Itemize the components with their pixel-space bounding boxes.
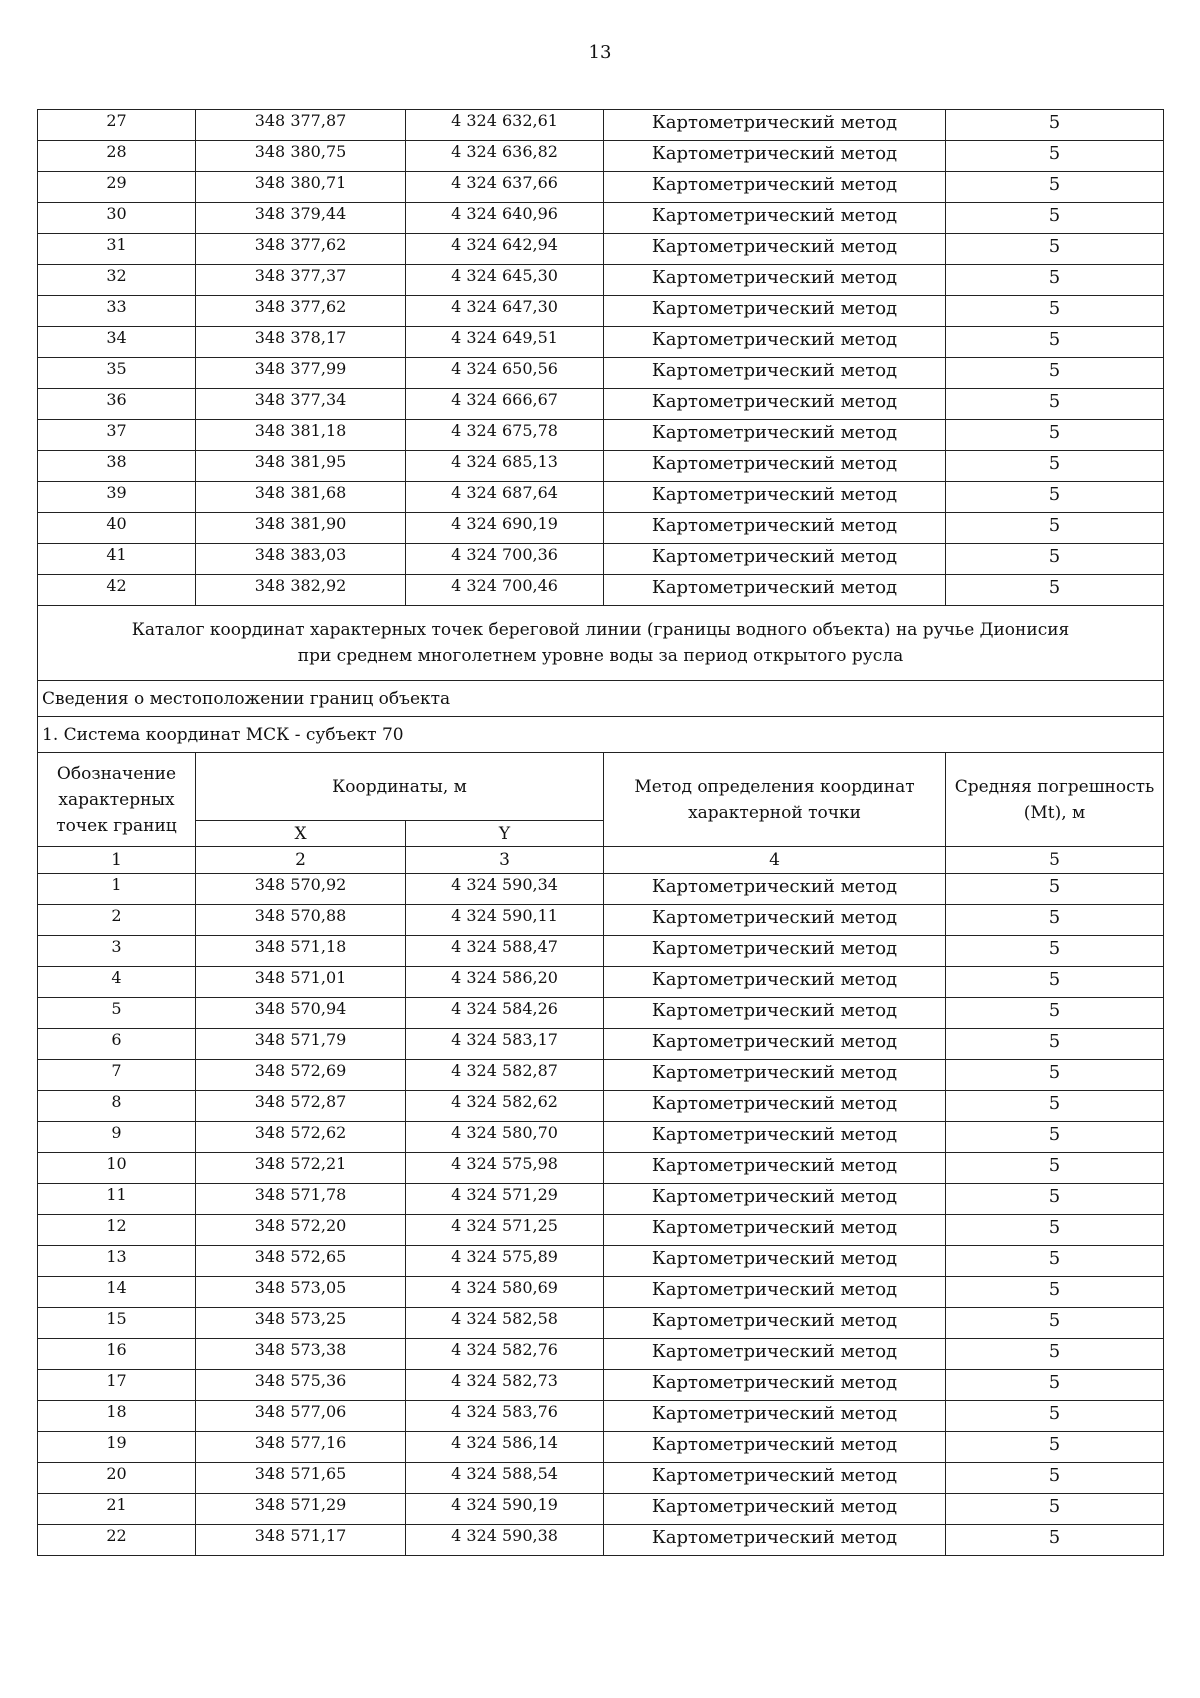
point-number: 32: [38, 265, 196, 296]
location-info: Сведения о местоположении границ объекта: [38, 681, 1164, 717]
method: Картометрический метод: [604, 1525, 946, 1556]
table-row: [38, 1277, 1164, 1308]
method: Картометрический метод: [604, 1060, 946, 1091]
catalog-title: [38, 606, 1164, 681]
method: Картометрический метод: [604, 1339, 946, 1370]
mean-error: 5: [946, 1029, 1164, 1060]
point-number: 12: [38, 1215, 196, 1246]
coord-y: 4 324 583,76: [406, 1401, 604, 1432]
mean-error: 5: [946, 1184, 1164, 1215]
coord-x: 348 379,44: [196, 203, 406, 234]
coord-y: 4 324 582,76: [406, 1339, 604, 1370]
coord-x: 348 571,18: [196, 936, 406, 967]
table-row: [38, 141, 1164, 172]
coordinate-system: 1. Система координат МСК - субъект 70: [38, 717, 1164, 753]
table-row: [38, 513, 1164, 544]
column-number: 3: [406, 847, 604, 874]
table-row: [38, 905, 1164, 936]
table-row: [38, 1060, 1164, 1091]
top-rows: [38, 110, 1164, 606]
method: Картометрический метод: [604, 575, 946, 606]
coord-y: 4 324 575,89: [406, 1246, 604, 1277]
coord-y: 4 324 647,30: [406, 296, 604, 327]
mean-error: 5: [946, 1246, 1164, 1277]
coord-y: 4 324 571,29: [406, 1184, 604, 1215]
method: Картометрический метод: [604, 265, 946, 296]
coord-x: 348 571,65: [196, 1463, 406, 1494]
point-number: 4: [38, 967, 196, 998]
table-row: [38, 420, 1164, 451]
method: Картометрический метод: [604, 936, 946, 967]
table-row: [38, 482, 1164, 513]
method: Картометрический метод: [604, 296, 946, 327]
coord-y: 4 324 582,62: [406, 1091, 604, 1122]
mean-error: 5: [946, 1122, 1164, 1153]
method: Картометрический метод: [604, 1370, 946, 1401]
coord-x: 348 380,71: [196, 172, 406, 203]
point-number: 21: [38, 1494, 196, 1525]
mean-error: 5: [946, 998, 1164, 1029]
method: Картометрический метод: [604, 482, 946, 513]
point-number: 22: [38, 1525, 196, 1556]
coord-y: 4 324 666,67: [406, 389, 604, 420]
coord-y: 4 324 588,47: [406, 936, 604, 967]
coord-x: 348 571,01: [196, 967, 406, 998]
mean-error: 5: [946, 1525, 1164, 1556]
coord-x: 348 571,17: [196, 1525, 406, 1556]
point-number: 13: [38, 1246, 196, 1277]
table-row: [38, 1401, 1164, 1432]
coord-y: 4 324 580,70: [406, 1122, 604, 1153]
coord-x: 348 575,36: [196, 1370, 406, 1401]
point-number: 14: [38, 1277, 196, 1308]
point-number: 1: [38, 874, 196, 905]
coord-y: 4 324 590,34: [406, 874, 604, 905]
method: Картометрический метод: [604, 1277, 946, 1308]
point-number: 11: [38, 1184, 196, 1215]
method: Картометрический метод: [604, 234, 946, 265]
mean-error: 5: [946, 358, 1164, 389]
table-row: [38, 296, 1164, 327]
method: Картометрический метод: [604, 1091, 946, 1122]
method: Картометрический метод: [604, 1432, 946, 1463]
method: Картометрический метод: [604, 1122, 946, 1153]
method: Картометрический метод: [604, 1401, 946, 1432]
header-error: Средняя погрешность (Mt), м: [946, 753, 1164, 847]
coord-y: 4 324 700,46: [406, 575, 604, 606]
table-row: [38, 110, 1164, 141]
catalog-section: [38, 606, 1164, 874]
point-number: 40: [38, 513, 196, 544]
bottom-rows: [38, 874, 1164, 1556]
mean-error: 5: [946, 1308, 1164, 1339]
coord-y: 4 324 586,14: [406, 1432, 604, 1463]
catalog-title-line1: Каталог координат характерных точек береговой линии (границы водного объекта) на ручье Дионисия: [131, 620, 1070, 640]
point-number: 2: [38, 905, 196, 936]
point-number: 39: [38, 482, 196, 513]
table-row: [38, 451, 1164, 482]
coord-x: 348 571,78: [196, 1184, 406, 1215]
mean-error: 5: [946, 1432, 1164, 1463]
coord-x: 348 571,29: [196, 1494, 406, 1525]
mean-error: 5: [946, 296, 1164, 327]
coord-x: 348 381,90: [196, 513, 406, 544]
method: Картометрический метод: [604, 110, 946, 141]
coord-x: 348 570,88: [196, 905, 406, 936]
table-row: [38, 1091, 1164, 1122]
coord-x: 348 573,05: [196, 1277, 406, 1308]
mean-error: 5: [946, 1339, 1164, 1370]
point-number: 7: [38, 1060, 196, 1091]
point-number: 10: [38, 1153, 196, 1184]
table-row: [38, 389, 1164, 420]
method: Картометрический метод: [604, 998, 946, 1029]
method: Картометрический метод: [604, 1463, 946, 1494]
method: Картометрический метод: [604, 420, 946, 451]
coord-x: 348 381,95: [196, 451, 406, 482]
mean-error: 5: [946, 967, 1164, 998]
coord-x: 348 377,62: [196, 296, 406, 327]
coord-y: 4 324 650,56: [406, 358, 604, 389]
point-number: 35: [38, 358, 196, 389]
table-row: [38, 1029, 1164, 1060]
coord-x: 348 378,17: [196, 327, 406, 358]
point-number: 34: [38, 327, 196, 358]
coord-x: 348 572,69: [196, 1060, 406, 1091]
coord-y: 4 324 586,20: [406, 967, 604, 998]
mean-error: 5: [946, 1060, 1164, 1091]
table-row: [38, 234, 1164, 265]
mean-error: 5: [946, 265, 1164, 296]
point-number: 28: [38, 141, 196, 172]
table-row: [38, 1494, 1164, 1525]
table-row: [38, 544, 1164, 575]
mean-error: 5: [946, 203, 1164, 234]
coord-x: 348 573,25: [196, 1308, 406, 1339]
coord-x: 348 572,21: [196, 1153, 406, 1184]
table-row: [38, 575, 1164, 606]
point-number: 31: [38, 234, 196, 265]
coord-y: 4 324 582,58: [406, 1308, 604, 1339]
table-row: [38, 1308, 1164, 1339]
mean-error: 5: [946, 874, 1164, 905]
coord-y: 4 324 636,82: [406, 141, 604, 172]
method: Картометрический метод: [604, 203, 946, 234]
coord-y: 4 324 640,96: [406, 203, 604, 234]
mean-error: 5: [946, 1215, 1164, 1246]
table-row: [38, 998, 1164, 1029]
header-y: Y: [406, 821, 604, 847]
page-number: 13: [588, 42, 612, 63]
point-number: 37: [38, 420, 196, 451]
table-row: [38, 1432, 1164, 1463]
mean-error: 5: [946, 905, 1164, 936]
table-row: [38, 1370, 1164, 1401]
table-row: [38, 1215, 1164, 1246]
point-number: 20: [38, 1463, 196, 1494]
point-number: 18: [38, 1401, 196, 1432]
mean-error: 5: [946, 482, 1164, 513]
mean-error: 5: [946, 110, 1164, 141]
coord-y: 4 324 675,78: [406, 420, 604, 451]
method: Картометрический метод: [604, 905, 946, 936]
header-designation: Обозначение характерных точек границ: [38, 753, 196, 847]
point-number: 6: [38, 1029, 196, 1060]
table-row: [38, 1246, 1164, 1277]
mean-error: 5: [946, 172, 1164, 203]
coord-x: 348 577,16: [196, 1432, 406, 1463]
coord-x: 348 572,20: [196, 1215, 406, 1246]
point-number: 17: [38, 1370, 196, 1401]
method: Картометрический метод: [604, 1494, 946, 1525]
method: Картометрический метод: [604, 1153, 946, 1184]
table-row: [38, 265, 1164, 296]
mean-error: 5: [946, 936, 1164, 967]
header-method: Метод определения координат характерной точки: [604, 753, 946, 847]
table-row: [38, 1525, 1164, 1556]
coord-y: 4 324 582,73: [406, 1370, 604, 1401]
mean-error: 5: [946, 1370, 1164, 1401]
coord-y: 4 324 645,30: [406, 265, 604, 296]
coord-y: 4 324 642,94: [406, 234, 604, 265]
coordinates-table: [37, 109, 1164, 1556]
mean-error: 5: [946, 1463, 1164, 1494]
coord-y: 4 324 588,54: [406, 1463, 604, 1494]
mean-error: 5: [946, 544, 1164, 575]
point-number: 27: [38, 110, 196, 141]
coord-y: 4 324 685,13: [406, 451, 604, 482]
mean-error: 5: [946, 420, 1164, 451]
point-number: 3: [38, 936, 196, 967]
method: Картометрический метод: [604, 1184, 946, 1215]
point-number: 9: [38, 1122, 196, 1153]
coord-y: 4 324 580,69: [406, 1277, 604, 1308]
point-number: 36: [38, 389, 196, 420]
coord-y: 4 324 590,19: [406, 1494, 604, 1525]
mean-error: 5: [946, 234, 1164, 265]
coord-x: 348 381,68: [196, 482, 406, 513]
coord-x: 348 577,06: [196, 1401, 406, 1432]
table-row: [38, 1122, 1164, 1153]
coord-x: 348 570,92: [196, 874, 406, 905]
header-coordinates: Координаты, м: [196, 753, 604, 821]
point-number: 33: [38, 296, 196, 327]
mean-error: 5: [946, 389, 1164, 420]
coord-y: 4 324 582,87: [406, 1060, 604, 1091]
table-row: [38, 936, 1164, 967]
method: Картометрический метод: [604, 874, 946, 905]
point-number: 42: [38, 575, 196, 606]
coord-x: 348 377,62: [196, 234, 406, 265]
table-row: [38, 1463, 1164, 1494]
coord-y: 4 324 649,51: [406, 327, 604, 358]
point-number: 15: [38, 1308, 196, 1339]
method: Картометрический метод: [604, 358, 946, 389]
catalog-title-line2: при среднем многолетнем уровне воды за период открытого русла: [297, 646, 904, 666]
coord-x: 348 377,87: [196, 110, 406, 141]
point-number: 19: [38, 1432, 196, 1463]
column-number: 2: [196, 847, 406, 874]
table-row: [38, 1339, 1164, 1370]
coord-y: 4 324 590,38: [406, 1525, 604, 1556]
header-x: X: [196, 821, 406, 847]
coord-y: 4 324 637,66: [406, 172, 604, 203]
method: Картометрический метод: [604, 451, 946, 482]
coord-y: 4 324 632,61: [406, 110, 604, 141]
coord-x: 348 571,79: [196, 1029, 406, 1060]
coord-y: 4 324 575,98: [406, 1153, 604, 1184]
coord-x: 348 572,87: [196, 1091, 406, 1122]
coord-x: 348 377,37: [196, 265, 406, 296]
coord-y: 4 324 584,26: [406, 998, 604, 1029]
coord-y: 4 324 687,64: [406, 482, 604, 513]
coord-x: 348 380,75: [196, 141, 406, 172]
mean-error: 5: [946, 327, 1164, 358]
table-row: [38, 172, 1164, 203]
coord-y: 4 324 583,17: [406, 1029, 604, 1060]
method: Картометрический метод: [604, 967, 946, 998]
coord-x: 348 377,99: [196, 358, 406, 389]
coord-x: 348 573,38: [196, 1339, 406, 1370]
method: Картометрический метод: [604, 1246, 946, 1277]
table-row: [38, 327, 1164, 358]
point-number: 8: [38, 1091, 196, 1122]
coord-y: 4 324 571,25: [406, 1215, 604, 1246]
point-number: 5: [38, 998, 196, 1029]
table-row: [38, 358, 1164, 389]
coord-y: 4 324 590,11: [406, 905, 604, 936]
coord-x: 348 570,94: [196, 998, 406, 1029]
method: Картометрический метод: [604, 544, 946, 575]
mean-error: 5: [946, 1277, 1164, 1308]
table-row: [38, 1153, 1164, 1184]
table-row: [38, 967, 1164, 998]
method: Картометрический метод: [604, 141, 946, 172]
point-number: 41: [38, 544, 196, 575]
point-number: 16: [38, 1339, 196, 1370]
coord-y: 4 324 700,36: [406, 544, 604, 575]
table-row: [38, 874, 1164, 905]
method: Картометрический метод: [604, 327, 946, 358]
column-number: 1: [38, 847, 196, 874]
coord-x: 348 572,62: [196, 1122, 406, 1153]
mean-error: 5: [946, 1494, 1164, 1525]
mean-error: 5: [946, 451, 1164, 482]
mean-error: 5: [946, 513, 1164, 544]
method: Картометрический метод: [604, 1308, 946, 1339]
method: Картометрический метод: [604, 1215, 946, 1246]
point-number: 38: [38, 451, 196, 482]
mean-error: 5: [946, 1153, 1164, 1184]
coord-x: 348 572,65: [196, 1246, 406, 1277]
table-row: [38, 1184, 1164, 1215]
coord-x: 348 381,18: [196, 420, 406, 451]
mean-error: 5: [946, 1091, 1164, 1122]
mean-error: 5: [946, 575, 1164, 606]
mean-error: 5: [946, 1401, 1164, 1432]
method: Картометрический метод: [604, 513, 946, 544]
point-number: 29: [38, 172, 196, 203]
table-row: [38, 203, 1164, 234]
column-number: 5: [946, 847, 1164, 874]
coord-y: 4 324 690,19: [406, 513, 604, 544]
method: Картометрический метод: [604, 389, 946, 420]
column-number: 4: [604, 847, 946, 874]
coord-x: 348 382,92: [196, 575, 406, 606]
method: Картометрический метод: [604, 1029, 946, 1060]
coord-x: 348 383,03: [196, 544, 406, 575]
mean-error: 5: [946, 141, 1164, 172]
point-number: 30: [38, 203, 196, 234]
method: Картометрический метод: [604, 172, 946, 203]
coord-x: 348 377,34: [196, 389, 406, 420]
